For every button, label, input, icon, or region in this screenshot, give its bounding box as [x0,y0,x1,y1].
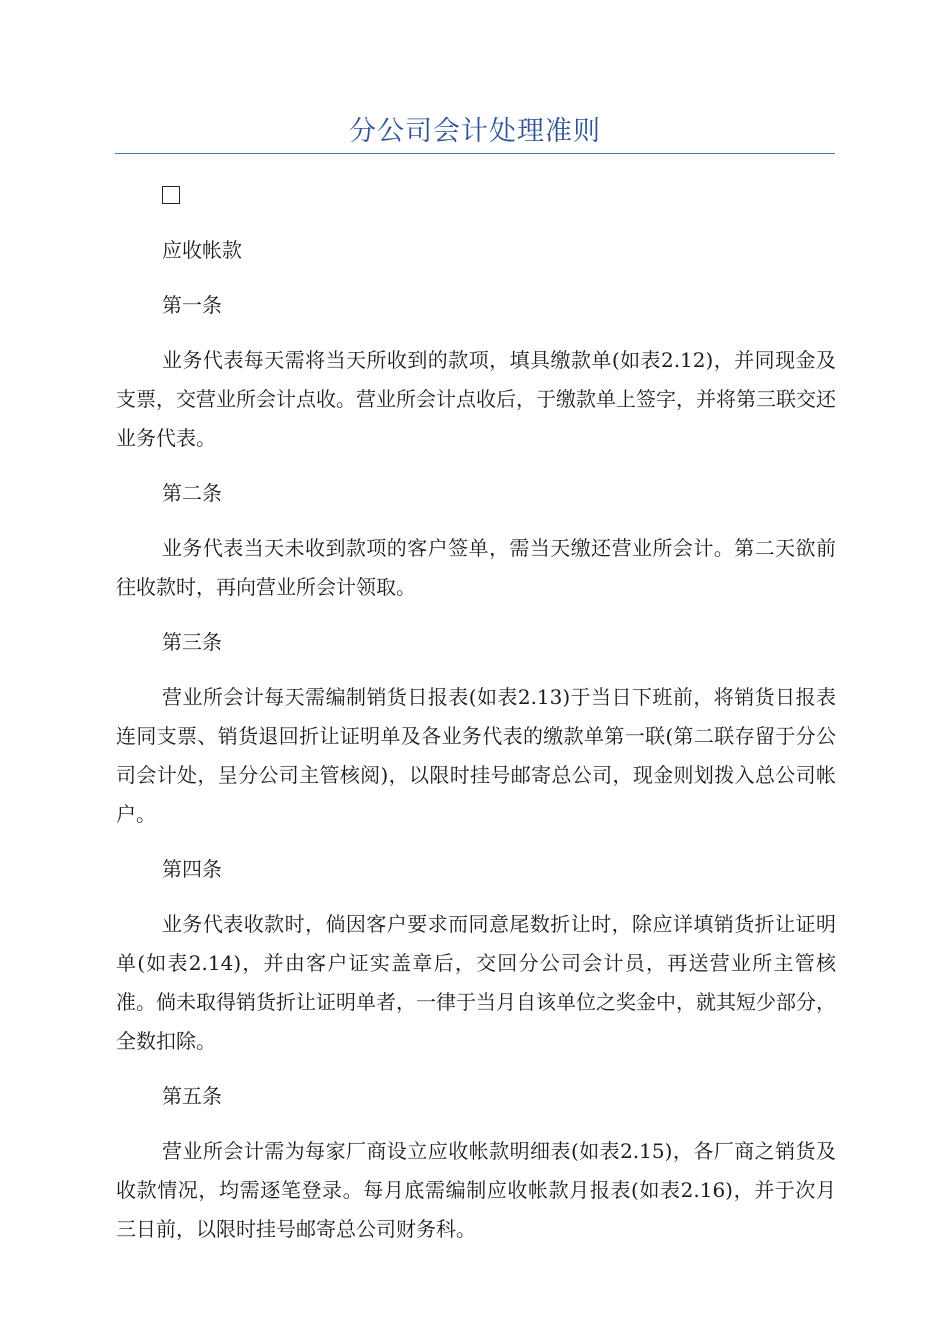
article-heading-5: 第五条 [162,1084,222,1108]
checkbox-line [116,176,836,215]
document-body [116,176,836,1249]
title-underline [115,153,835,154]
checkbox-icon [162,186,180,204]
article-heading-4: 第四条 [162,857,222,881]
article-heading-2: 第二条 [162,481,222,505]
section-heading: 应收帐款 [162,238,242,262]
article-text-4: 业务代表收款时，倘因客户要求而同意尾数折让时，除应详填销货折让证明单(如表2.14)，并由客户证实盖章后，交回分公司会计员，再送营业所主管核准。倘未取得销货折让证明单者，一律于当月自该单位之奖金中，就其短少部分，全数扣除。 [116,912,836,1053]
document-title: 分公司会计处理准则 [349,116,601,147]
article-text-1: 业务代表每天需将当天所收到的款项，填具缴款单(如表2.12)，并同现金及支票，交营业所会计点收。营业所会计点收后，于缴款单上签字，并将第三联交还业务代表。 [116,348,836,450]
article-text-3: 营业所会计每天需编制销货日报表(如表2.13)于当日下班前，将销货日报表连同支票、销货退回折让证明单及各业务代表的缴款单第一联(第二联存留于分公司会计处，呈分公司主管核阅)，以限时挂号邮寄总公司，现金则划拨入总公司帐户。 [116,685,836,826]
article-heading-1: 第一条 [162,293,222,317]
article-heading-3: 第三条 [162,630,222,654]
article-text-2: 业务代表当天未收到款项的客户签单，需当天缴还营业所会计。第二天欲前往收款时，再向营业所会计领取。 [116,536,836,599]
article-text-5: 营业所会计需为每家厂商设立应收帐款明细表(如表2.15)，各厂商之销货及收款情况，均需逐笔登录。每月底需编制应收帐款月报表(如表2.16)，并于次月三日前，以限时挂号邮寄总公司财务科。 [116,1139,836,1241]
